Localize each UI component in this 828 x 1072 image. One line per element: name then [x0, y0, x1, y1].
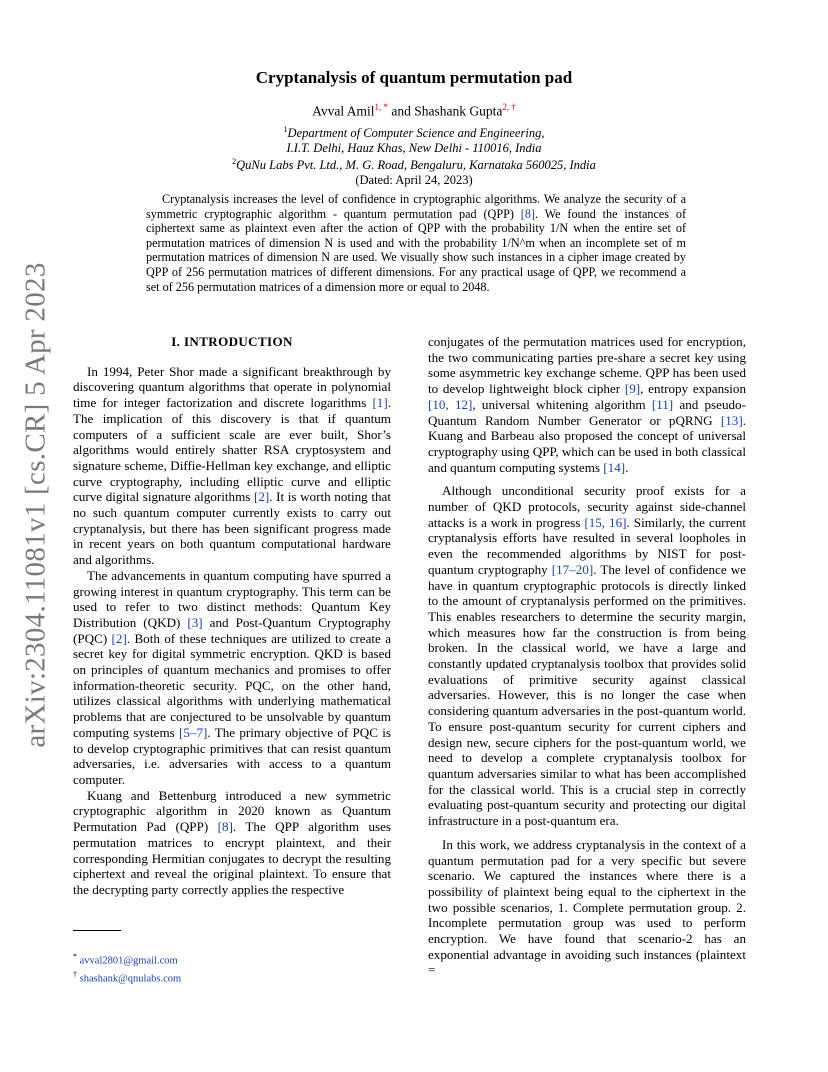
citation-link[interactable]: [3] [187, 614, 203, 630]
footnote-1: * avval2801@gmail.com [73, 952, 178, 967]
paragraph: Although unconditional security proof exists for a number of QKD protocols, security against side-channel attacks is a work in progress [15, 16]. Similarly, the current cryptanalysis efforts have resulted in several loopholes in even the recommended algorithms by NIST for post-quantum cryptography [17–20]. The level of confidence we have in quantum cryptographic protocols is directly linked to the amount of cryptanalysis performed on the primitives. This enables researchers to determine the security margin, which measures how far the construction is from being broken. In the classical world, we have a large and constantly updated cryptanalysis toolbox that provides solid evaluations of primitive security against classical adversaries. However, this is no longer the case when considering quantum adversaries in the post-quantum world. To ensure post-quantum security for current ciphers and design new, secure ciphers for the post-quantum world, we need to develop a complete cryptanalysis toolbox for quantum adversaries similar to what has been accomplished for the classical world. This is a crucial step in correctly evaluating post-quantum security and protecting our digital infrastructure in a post-quantum era. [428, 483, 747, 829]
author-2-marker: 2, † [502, 102, 516, 112]
affiliations [0, 123, 828, 187]
author-2: Shashank Gupta [414, 103, 503, 119]
affiliation-1-line-1: $^1$Department of Computer Science and Engineering, [283, 125, 545, 141]
citation-link[interactable]: [9] [624, 381, 641, 397]
paper-title: Cryptanalysis of quantum permutation pad [255, 68, 573, 87]
dated-line: (Dated: April 24, 2023) [355, 172, 473, 187]
citation-link[interactable]: [1] [372, 395, 388, 411]
affiliation-1-line-2: I.I.T. Delhi, Hauz Khas, New Delhi - 110016, India [286, 140, 542, 155]
paragraph: In 1994, Peter Shor made a significant breakthrough by discovering quantum algorithms that operate in polynomial time for integer factorization and discrete logarithms [1]. The implication of this discovery is that if quantum computers of a sufficient scale are ever built, Shor’s algorithms would entirely shatter RSA cryptosystem and signature scheme, Diffie-Hellman key exchange, and elliptic curve cryptography, including elliptic curve and elliptic curve digital signature algorithms [2]. It is worth noting that no such quantum computer currently exists to carry out cryptanalysis, but there has been significant progress made in recent years on both quantum computational hardware and algorithms. [73, 363, 391, 568]
citation-link[interactable]: [8] [217, 819, 233, 835]
probability-1: 1/N [549, 221, 569, 236]
citation-link[interactable]: [10, 12] [428, 396, 473, 412]
author-line [0, 102, 828, 120]
abstract: Cryptanalysis increases the level of confidence in cryptographic algorithms. We analyze the security of a symmetric cryptographic algorithm - quantum permutation pad (QPP) [8]. We found the instances of ciphertext same as plaintext even after the action of QPP with the probability 1/N when the entire set of permutation matrices of dimension N is used and with the probability 1/N^m when an incomplete set of m permutation matrices of dimension N are used. We visually show such instances in a cipher image created by QPP of 256 permutation matrices of different dimensions. For any practical usage of QPP, we recommend a set of 256 permutation matrices of a dimension more or equal to 2048. [146, 192, 687, 294]
author-1: Avval Amil [312, 103, 375, 119]
email-link[interactable]: shashank@qnulabs.com [79, 973, 182, 985]
paragraph: The advancements in quantum computing have spurred a growing interest in quantum cryptography. This term can be used to refer to two distinct methods: Quantum Key Distribution (QKD) [3] and Post-Quantum Cryptography (PQC) [2]. Both of these techniques are utilized to create a secret key for digital symmetric encryption. QKD is based on principles of quantum mechanics and promises to offer information-theoretic security. PQC, on the other hand, utilizes classical algorithms with underlying mathematical problems that are conjectured to be unsolvable by quantum computing systems [5–7]. The primary objective of PQC is to develop cryptographic primitives that can resist quantum adversaries, i.e. adversaries with access to a quantum computer. [73, 567, 392, 787]
author-joiner: and [391, 103, 411, 119]
citation-link[interactable]: [17–20] [551, 561, 594, 577]
citation-link[interactable]: [5–7] [179, 724, 208, 740]
citation-link[interactable]: [2] [253, 489, 270, 505]
arxiv-sidebar [14, 262, 58, 748]
citation-link[interactable]: [2] [111, 630, 127, 646]
paragraph: conjugates of the permutation matrices used for encryption, the two communicating parties pre-share a secret key using some asymmetric key exchange scheme. QPP has been used to develop lightweight block cipher [9], entropy expansion [10, 12], universal whitening algorithm [11] and pseudo-Quantum Random Number Generator or pQRNG [13]. Kuang and Barbeau also proposed the concept of universal cryptography using QPP, which can be used in both classical and quantum computing systems [14]. [428, 334, 746, 475]
citation-link[interactable]: [13] [720, 412, 743, 428]
footnote-rule [73, 930, 121, 931]
section-heading: I. INTRODUCTION [171, 334, 293, 349]
citation-link[interactable]: [15, 16] [584, 514, 627, 530]
citation-link[interactable]: [11] [651, 396, 674, 412]
footnote-2: † shashank@qnulabs.com [73, 970, 182, 985]
right-column [428, 334, 746, 978]
citation-link[interactable]: [8] [520, 206, 535, 221]
probability-2: 1/N^m [501, 235, 535, 250]
affiliation-2: $^2$QuNu Labs Pvt. Ltd., M. G. Road, Bengaluru, Karnataka 560025, India [232, 157, 596, 173]
left-column [73, 334, 391, 898]
paragraph: Kuang and Bettenburg introduced a new symmetric cryptographic algorithm in 2020 known as Quantum Permutation Pad (QPP) [8]. The QPP algorithm uses permutation matrices to encrypt plaintext, and their corresponding Hermitian conjugates to decrypt the resulting ciphertext and reveal the original plaintext. To ensure that the decrypting party correctly applies the respective [73, 787, 391, 897]
citation-link[interactable]: [14] [603, 459, 626, 475]
footnotes [73, 950, 181, 986]
email-link[interactable]: avval2801@gmail.com [79, 955, 178, 967]
author-1-marker: 1, * [374, 102, 388, 112]
arxiv-identifier: arXiv:2304.11081v1 [cs.CR] 5 Apr 2023 [19, 262, 52, 748]
paragraph: In this work, we address cryptanalysis in the context of a quantum permutation pad for a very specific but severe scenario. We captured the instances where there is a possibility of plaintext being equal to the ciphertext in the two possible scenarios, 1. Complete permutation group. 2. Incomplete permutation group was used to perform encryption. We have found that scenario-2 has an exponential advantage in avoiding such instances (plaintext = [428, 836, 746, 978]
